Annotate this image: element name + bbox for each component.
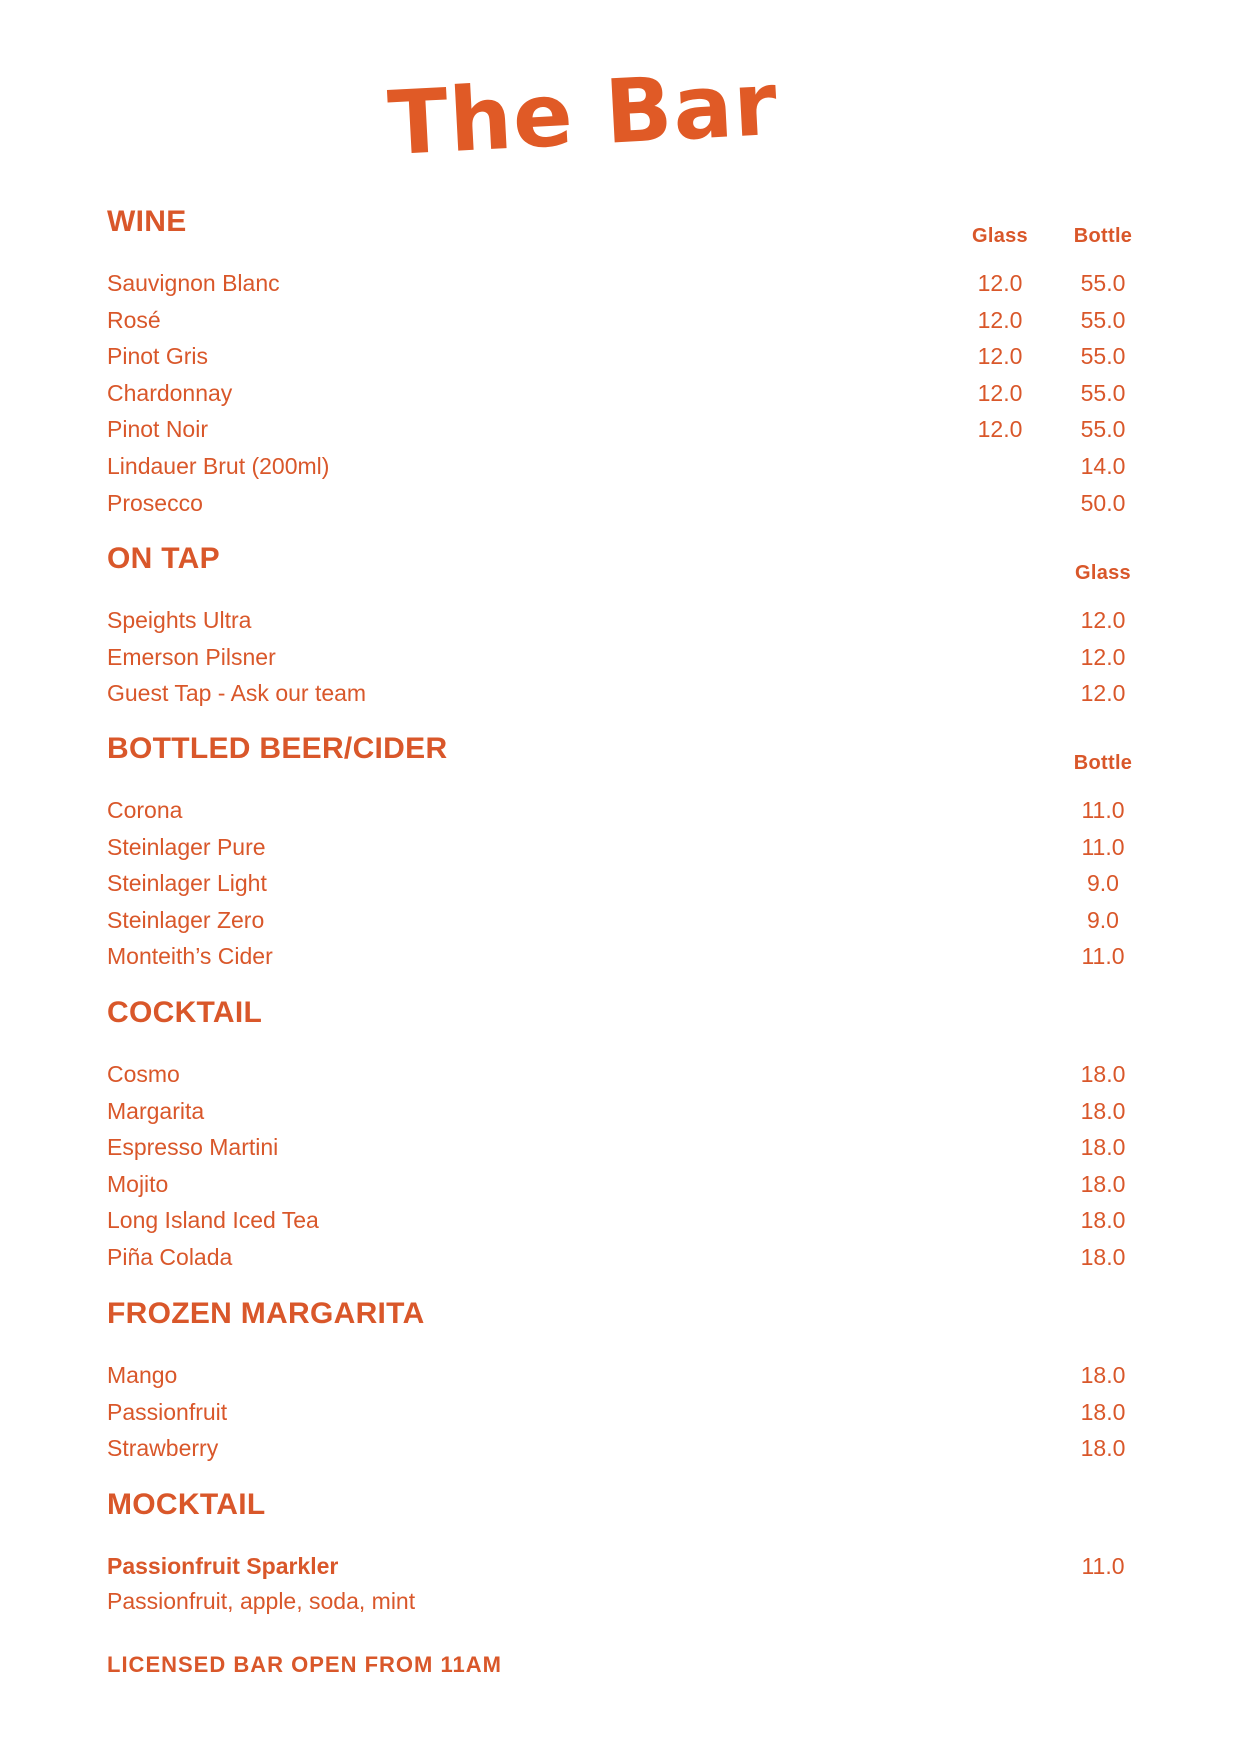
item-name: Passionfruit: [107, 1398, 228, 1425]
section-bottled: [107, 732, 1139, 975]
item-description: Passionfruit, apple, soda, mint: [107, 1587, 416, 1614]
item-name: Guest Tap - Ask our team: [107, 680, 367, 707]
bottle-price: 55.0: [1080, 306, 1126, 333]
item-name: Steinlager Zero: [107, 906, 265, 933]
item-name: Monteith’s Cider: [107, 943, 273, 970]
glass-price: 12.0: [977, 270, 1023, 296]
menu-item: [107, 1129, 1139, 1166]
item-price: 18.0: [1080, 1362, 1126, 1388]
item-name: Lindauer Brut (200ml): [107, 452, 330, 479]
item-name: Margarita: [107, 1097, 205, 1124]
menu-item: [107, 675, 1139, 712]
item-price: 11.0: [1081, 797, 1125, 823]
section-heading: [107, 1488, 1139, 1528]
cocktail-heading: COCKTAIL: [107, 996, 263, 1029]
menu-item: [107, 1394, 1139, 1431]
glass-column-header: Glass: [972, 225, 1028, 247]
bottle-column-header: Bottle: [1073, 752, 1133, 774]
mocktail-heading: MOCKTAIL: [107, 1488, 266, 1521]
menu-item: [107, 1093, 1139, 1130]
menu-item: [107, 902, 1139, 939]
item-name: Speights Ultra: [107, 607, 252, 633]
section-heading: [107, 542, 1139, 582]
menu-item: [107, 338, 1139, 375]
glass-price: 12.0: [977, 379, 1023, 406]
section-wine: [107, 205, 1139, 521]
item-name: Espresso Martini: [107, 1134, 279, 1161]
item-price: 9.0: [1087, 870, 1119, 897]
item-price: 12.0: [1080, 643, 1126, 670]
on-tap-heading: ON TAP: [107, 542, 220, 575]
menu-item: [107, 829, 1139, 866]
menu-item: [107, 1430, 1139, 1467]
menu-item: [107, 1166, 1139, 1203]
item-name: Pinot Gris: [107, 343, 208, 370]
item-price: 18.0: [1080, 1097, 1126, 1124]
menu-item: [107, 485, 1139, 522]
menu-item: [107, 1548, 1139, 1585]
glass-column-header: Glass: [1075, 562, 1131, 584]
bottled-heading: BOTTLED BEER/CIDER: [107, 732, 448, 765]
section-heading: [107, 1297, 1139, 1337]
section-cocktail: [107, 996, 1139, 1276]
menu-item: [107, 639, 1139, 676]
menu-item: [107, 1202, 1139, 1239]
item-name: Sauvignon Blanc: [107, 270, 280, 296]
item-price: 18.0: [1080, 1207, 1126, 1234]
item-price: 9.0: [1087, 906, 1119, 933]
bottle-price: 55.0: [1080, 270, 1126, 296]
section-heading: [107, 732, 1139, 772]
glass-price: 12.0: [977, 343, 1023, 370]
item-name: Cosmo: [107, 1061, 180, 1087]
section-frozen-margarita: [107, 1297, 1139, 1467]
wine-heading: WINE: [107, 205, 187, 238]
menu-item: [107, 1056, 1139, 1093]
item-name: Pinot Noir: [107, 416, 208, 443]
menu-item: [107, 375, 1139, 412]
item-name: Piña Colada: [107, 1243, 233, 1270]
menu-item: [107, 865, 1139, 902]
item-name: Rosé: [107, 306, 161, 333]
item-price: 12.0: [1080, 607, 1126, 633]
glass-price: 12.0: [977, 306, 1023, 333]
section-mocktail: [107, 1488, 1139, 1617]
item-name: Emerson Pilsner: [107, 643, 276, 670]
item-price: 11.0: [1081, 1553, 1125, 1579]
item-price: 11.0: [1081, 833, 1125, 860]
item-name: Passionfruit Sparkler: [107, 1553, 339, 1579]
opening-hours-note: LICENSED BAR OPEN FROM 11AM: [107, 1652, 502, 1677]
menu-item: [107, 1239, 1139, 1276]
item-name: Mango: [107, 1362, 178, 1388]
item-name: Strawberry: [107, 1435, 219, 1462]
on-tap-list: [107, 602, 1139, 712]
section-heading: [107, 205, 1139, 245]
item-name: Long Island Iced Tea: [107, 1207, 319, 1234]
item-price: 18.0: [1080, 1170, 1126, 1197]
item-price: 12.0: [1080, 680, 1126, 707]
menu-item: [107, 938, 1139, 975]
frozen-heading: FROZEN MARGARITA: [107, 1297, 425, 1330]
item-name: Corona: [107, 797, 183, 823]
item-name: Steinlager Pure: [107, 833, 266, 860]
bottle-column-header: Bottle: [1073, 225, 1133, 247]
item-name: Steinlager Light: [107, 870, 267, 897]
section-heading: [107, 996, 1139, 1036]
item-name: Mojito: [107, 1170, 169, 1197]
bottle-price: 55.0: [1080, 416, 1126, 443]
menu-item: [107, 1357, 1139, 1394]
wine-list: [107, 265, 1139, 521]
menu-item: [107, 265, 1139, 302]
item-price: 18.0: [1080, 1243, 1126, 1270]
bottle-price: 14.0: [1080, 452, 1126, 479]
item-price: 11.0: [1081, 943, 1125, 970]
frozen-list: [107, 1357, 1139, 1467]
mocktail-list: [107, 1548, 1139, 1617]
section-on-tap: [107, 542, 1139, 712]
bottle-price: 55.0: [1080, 379, 1126, 406]
bottle-price: 50.0: [1080, 489, 1126, 516]
menu-item: [107, 602, 1139, 639]
glass-price: 12.0: [977, 416, 1023, 443]
bottled-list: [107, 792, 1139, 975]
item-name: Prosecco: [107, 489, 203, 516]
menu-item: [107, 411, 1139, 448]
menu-item: [107, 302, 1139, 339]
cocktail-list: [107, 1056, 1139, 1276]
menu-item: [107, 792, 1139, 829]
bottle-price: 55.0: [1080, 343, 1126, 370]
item-price: 18.0: [1080, 1061, 1126, 1087]
item-price: 18.0: [1080, 1398, 1126, 1425]
menu-title: The Bar: [385, 51, 781, 176]
item-name: Chardonnay: [107, 379, 233, 406]
menu-item: [107, 448, 1139, 485]
item-price: 18.0: [1080, 1134, 1126, 1161]
item-price: 18.0: [1080, 1435, 1126, 1462]
